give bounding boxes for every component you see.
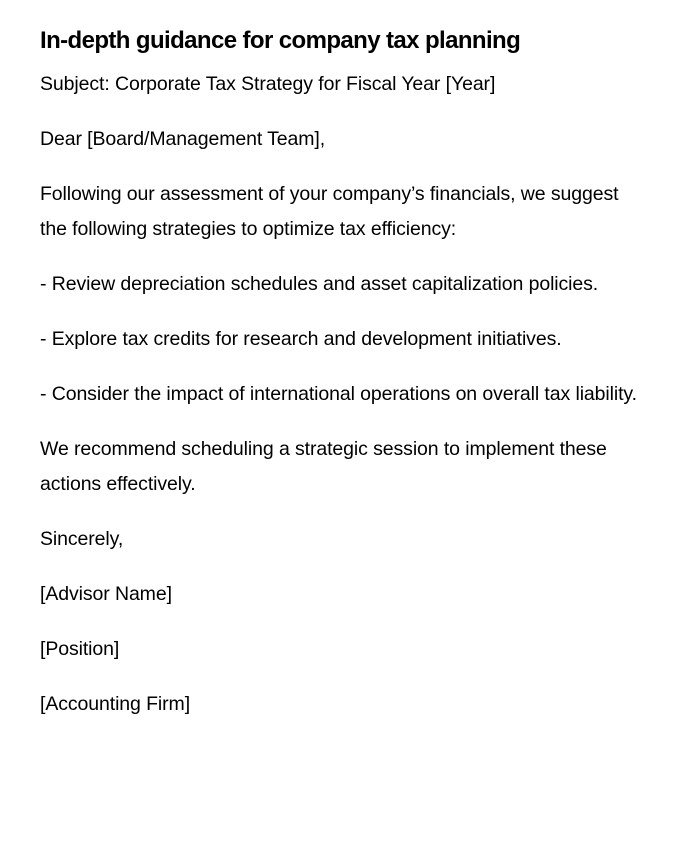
letter-document bbox=[40, 24, 650, 742]
salutation: Dear [Board/Management Team], bbox=[40, 128, 326, 150]
recommendation-paragraph: We recommend scheduling a strategic session to implement these actions effectively. bbox=[40, 438, 607, 495]
signature-name: [Advisor Name] bbox=[40, 583, 172, 605]
document-title: In-depth guidance for company tax planning bbox=[40, 27, 521, 54]
closing: Sincerely, bbox=[40, 528, 124, 550]
bullet-item-international: - Consider the impact of international operations on overall tax liability. bbox=[40, 383, 637, 405]
signature-firm: [Accounting Firm] bbox=[40, 693, 191, 715]
signature-position: [Position] bbox=[40, 638, 120, 660]
subject-line: Subject: Corporate Tax Strategy for Fiscal Year [Year] bbox=[40, 73, 496, 95]
bullet-item-tax-credits: - Explore tax credits for research and development initiatives. bbox=[40, 328, 562, 350]
intro-paragraph: Following our assessment of your company’s financials, we suggest the following strategies to optimize tax efficiency: bbox=[40, 183, 619, 240]
bullet-item-depreciation: - Review depreciation schedules and asset capitalization policies. bbox=[40, 273, 599, 295]
